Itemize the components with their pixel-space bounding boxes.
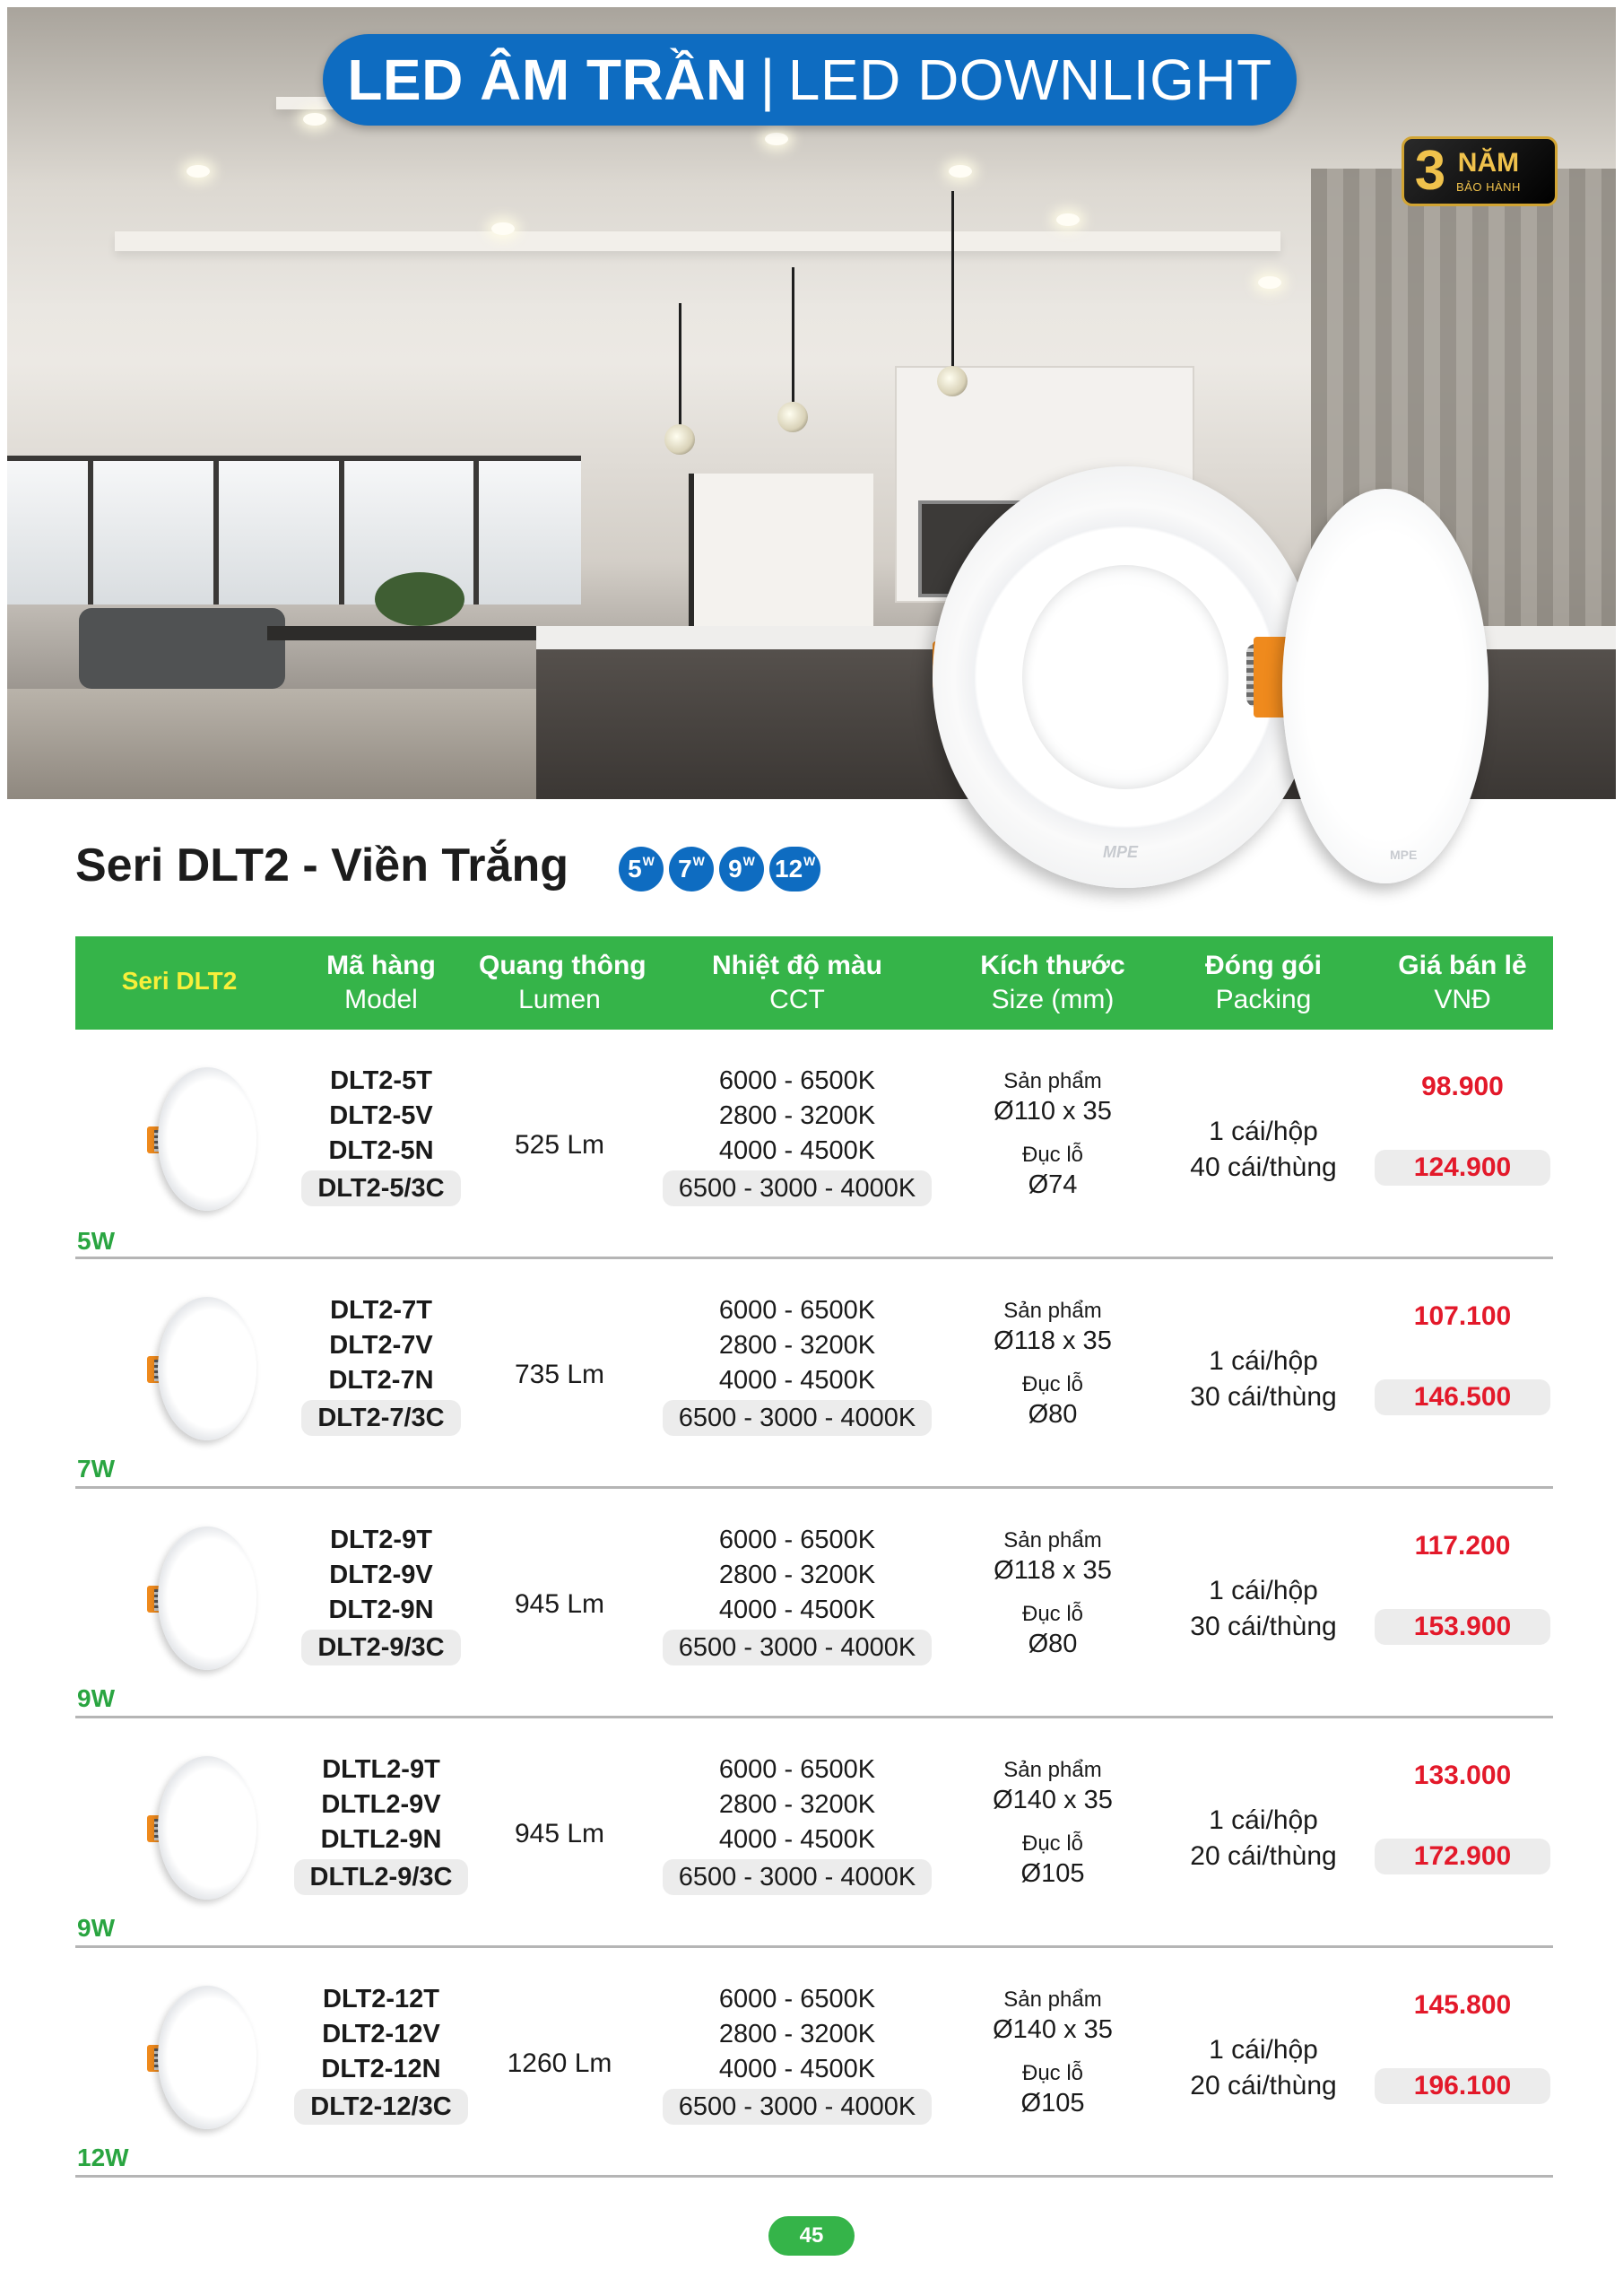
ceiling-downlight <box>1258 276 1281 289</box>
ceiling-downlight <box>303 113 326 126</box>
plant <box>375 572 464 626</box>
packing-info: 1 cái/hộp 30 cái/thùng <box>1190 1576 1337 1641</box>
model-combo: DLT2-5/3C <box>301 1170 460 1206</box>
cct-list: 6000 - 6500K 2800 - 3200K 4000 - 4500K 6500 - 3000 - 4000K <box>649 1752 945 1895</box>
table-row <box>75 1259 1553 1489</box>
warranty-subtext: BẢO HÀNH <box>1456 179 1521 194</box>
product-thumbnail <box>133 1756 258 1900</box>
wattage-badge: 12 W <box>769 847 820 891</box>
title-english: LED DOWNLIGHT <box>787 48 1272 112</box>
ceiling-downlight <box>187 165 210 178</box>
price-combo: 153.900 <box>1375 1609 1550 1645</box>
packing-info: 1 cái/hộp 40 cái/thùng <box>1190 1117 1337 1182</box>
lumen-value: 735 Lm <box>514 1360 605 1389</box>
model-list: DLTL2-9T DLTL2-9V DLTL2-9N DLTL2-9/3C <box>287 1752 475 1895</box>
table-row <box>75 1489 1553 1718</box>
model-combo: DLT2-9/3C <box>301 1630 460 1665</box>
pendant-lamp <box>777 402 808 432</box>
table-row <box>75 1718 1553 1948</box>
dining-table <box>267 626 536 640</box>
ceiling-downlight <box>491 222 515 235</box>
header-price: Giá bán lẻ VNĐ <box>1398 951 1527 1014</box>
row-wattage: 7W <box>77 1455 115 1483</box>
lumen-value: 525 Lm <box>514 1130 605 1160</box>
size-info: Sản phẩm Ø118 x 35 Đục lỗ Ø80 <box>994 1299 1112 1429</box>
cct-list: 6000 - 6500K 2800 - 3200K 4000 - 4500K 6500 - 3000 - 4000K <box>649 1064 945 1206</box>
warranty-word: NĂM <box>1457 147 1520 178</box>
title-vietnamese: LED ÂM TRẦN <box>347 48 748 112</box>
ceiling-downlight <box>765 133 788 145</box>
header-cct: Nhiệt độ màu CCT <box>711 951 882 1014</box>
packing-info: 1 cái/hộp 30 cái/thùng <box>1190 1346 1337 1412</box>
brand-mark: MPE <box>1103 843 1139 861</box>
price-single: 117.200 <box>1414 1531 1511 1561</box>
price-single: 145.800 <box>1413 1990 1512 2020</box>
wattage-badge: 9 W <box>719 847 764 891</box>
pendant-lamp <box>937 366 968 396</box>
model-list: DLT2-7T DLT2-7V DLT2-7N DLT2-7/3C <box>287 1293 475 1436</box>
price-combo: 146.500 <box>1375 1379 1550 1415</box>
product-photo-back <box>1282 489 1488 883</box>
product-thumbnail <box>133 1297 258 1440</box>
packing-info: 1 cái/hộp 20 cái/thùng <box>1190 1805 1337 1871</box>
cct-combo: 6500 - 3000 - 4000K <box>663 1630 932 1665</box>
price-info <box>1368 1758 1557 1874</box>
ceiling-beam <box>115 231 1280 251</box>
page-title <box>323 34 1297 126</box>
cct-combo: 6500 - 3000 - 4000K <box>663 1400 932 1436</box>
row-wattage: 12W <box>77 2144 129 2171</box>
header-size: Kích thước Size (mm) <box>980 951 1125 1014</box>
price-info <box>1368 1299 1557 1415</box>
sofa <box>79 608 285 689</box>
table-row <box>75 1948 1553 2178</box>
wattage-badges <box>619 847 820 891</box>
price-combo: 172.900 <box>1375 1839 1550 1874</box>
series-title: Seri DLT2 - Viền Trắng <box>75 839 568 891</box>
price-single: 98.900 <box>1421 1072 1504 1101</box>
table-header <box>75 936 1553 1030</box>
cct-list: 6000 - 6500K 2800 - 3200K 4000 - 4500K 6500 - 3000 - 4000K <box>649 1523 945 1665</box>
price-info <box>1368 1987 1557 2104</box>
model-list: DLT2-5T DLT2-5V DLT2-5N DLT2-5/3C <box>287 1064 475 1206</box>
row-wattage: 9W <box>77 1914 115 1942</box>
product-thumbnail <box>133 1067 258 1211</box>
product-thumbnail <box>133 1986 258 2129</box>
cct-combo: 6500 - 3000 - 4000K <box>663 1859 932 1895</box>
title-separator: | <box>759 48 776 112</box>
price-single: 107.100 <box>1413 1301 1512 1331</box>
pendant-wire <box>951 191 954 370</box>
lumen-value: 945 Lm <box>514 1819 605 1848</box>
header-lumen: Quang thông Lumen <box>479 951 647 1014</box>
price-info <box>1368 1069 1557 1186</box>
cct-combo: 6500 - 3000 - 4000K <box>663 2089 932 2125</box>
floor <box>7 689 545 799</box>
model-combo: DLT2-12/3C <box>294 2089 467 2125</box>
model-combo: DLTL2-9/3C <box>294 1859 469 1895</box>
ceiling-downlight <box>1056 213 1080 226</box>
price-combo: 124.900 <box>1375 1150 1550 1186</box>
size-info: Sản phẩm Ø118 x 35 Đục lỗ Ø80 <box>994 1528 1112 1658</box>
price-combo: 196.100 <box>1375 2068 1550 2104</box>
wattage-badge: 7 W <box>669 847 714 891</box>
row-wattage: 5W <box>77 1227 115 1255</box>
brand-mark: MPE <box>1390 848 1418 862</box>
model-list: DLT2-12T DLT2-12V DLT2-12N DLT2-12/3C <box>287 1982 475 2125</box>
warranty-years: 3 <box>1414 140 1446 202</box>
header-packing: Đóng gói Packing <box>1205 951 1322 1014</box>
windows <box>7 456 581 604</box>
lumen-value: 945 Lm <box>514 1589 605 1619</box>
row-wattage: 9W <box>77 1684 115 1712</box>
warranty-badge <box>1402 136 1558 206</box>
header-seri: Seri DLT2 <box>121 967 238 995</box>
cct-list: 6000 - 6500K 2800 - 3200K 4000 - 4500K 6500 - 3000 - 4000K <box>649 1982 945 2125</box>
size-info: Sản phẩm Ø140 x 35 Đục lỗ Ø105 <box>993 1987 1113 2118</box>
row-divider <box>75 2175 1553 2178</box>
ceiling-downlight <box>949 165 972 178</box>
size-info: Sản phẩm Ø110 x 35 Đục lỗ Ø74 <box>994 1069 1112 1199</box>
cct-combo: 6500 - 3000 - 4000K <box>663 1170 932 1206</box>
model-list: DLT2-9T DLT2-9V DLT2-9N DLT2-9/3C <box>287 1523 475 1665</box>
wattage-badge: 5 W <box>619 847 664 891</box>
lumen-value: 1260 Lm <box>507 2048 612 2078</box>
pendant-wire <box>679 303 681 429</box>
pendant-lamp <box>664 424 695 455</box>
pendant-wire <box>792 267 794 402</box>
price-single: 133.000 <box>1413 1761 1512 1790</box>
cct-list: 6000 - 6500K 2800 - 3200K 4000 - 4500K 6500 - 3000 - 4000K <box>649 1293 945 1436</box>
price-info <box>1368 1528 1557 1645</box>
product-thumbnail <box>133 1526 258 1670</box>
staircase <box>689 474 873 635</box>
size-info: Sản phẩm Ø140 x 35 Đục lỗ Ø105 <box>993 1758 1113 1888</box>
model-combo: DLT2-7/3C <box>301 1400 460 1436</box>
packing-info: 1 cái/hộp 20 cái/thùng <box>1190 2035 1337 2100</box>
page-number: 45 <box>768 2216 855 2256</box>
table-row <box>75 1030 1553 1259</box>
header-model: Mã hàng Model <box>326 951 436 1014</box>
